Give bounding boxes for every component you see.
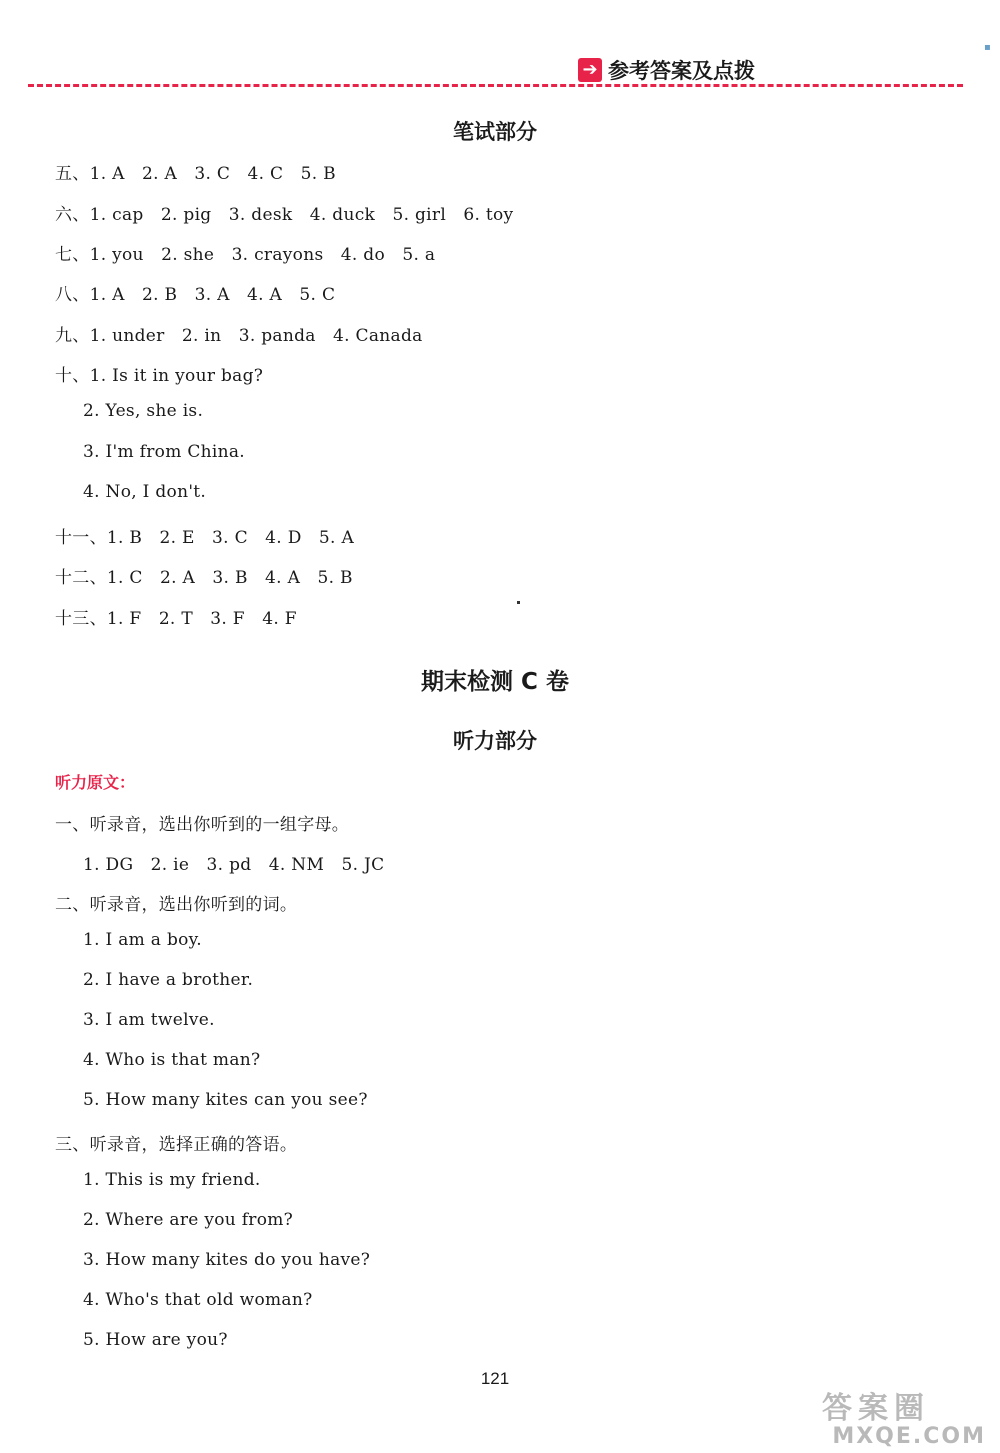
answer-line: 八、1. A 2. B 3. A 4. A 5. C xyxy=(55,285,336,305)
watermark-bottom: MXQE.COM xyxy=(832,1424,986,1449)
transcript-line: 5. How many kites can you see? xyxy=(83,1090,368,1110)
answer-line: 十三、1. F 2. T 3. F 4. F xyxy=(55,609,297,629)
transcript-line: 三、听录音，选择正确的答语。 xyxy=(55,1135,298,1155)
transcript-line: 一、听录音，选出你听到的一组字母。 xyxy=(55,815,350,835)
header-title: 参考答案及点拨 xyxy=(608,59,755,83)
transcript-line: 2. I have a brother. xyxy=(83,970,254,990)
written-section-title: 笔试部分 xyxy=(453,120,537,144)
transcript-line: 1. This is my friend. xyxy=(83,1170,261,1190)
watermark xyxy=(822,1392,992,1448)
answer-line: 十、1. Is it in your bag? xyxy=(55,366,264,386)
corner-mark: ▪ xyxy=(984,42,991,53)
transcript-line: 3. How many kites do you have? xyxy=(83,1250,371,1270)
transcript-line: 二、听录音，选出你听到的词。 xyxy=(55,895,298,915)
answer-line: 九、1. under 2. in 3. panda 4. Canada xyxy=(55,326,423,346)
answer-line: 十二、1. C 2. A 3. B 4. A 5. B xyxy=(55,568,353,588)
transcript-line: 1. I am a boy. xyxy=(83,930,203,950)
transcript-line: 3. I am twelve. xyxy=(83,1010,215,1030)
page-number: 121 xyxy=(480,1369,510,1388)
transcript-line: 4. Who is that man? xyxy=(83,1050,261,1070)
transcript-line: 2. Where are you from? xyxy=(83,1210,294,1230)
answer-line: 3. I'm from China. xyxy=(83,442,245,462)
answer-line: 五、1. A 2. A 3. C 4. C 5. B xyxy=(55,164,336,184)
test-c-title: 期末检测 C 卷 xyxy=(421,669,569,695)
transcript-line: 1. DG 2. ie 3. pd 4. NM 5. JC xyxy=(83,855,385,875)
answer-line: 4. No, I don't. xyxy=(83,482,207,502)
header-divider xyxy=(28,84,963,87)
right-arrow-icon: ➔ xyxy=(578,58,602,82)
answer-line: 六、1. cap 2. pig 3. desk 4. duck 5. girl 6. toy xyxy=(55,205,514,225)
listening-section-title: 听力部分 xyxy=(453,729,537,753)
transcript-line: 5. How are you? xyxy=(83,1330,228,1350)
transcript-label: 听力原文： xyxy=(55,773,136,792)
watermark-top: 答案圈 xyxy=(822,1391,930,1426)
header-label xyxy=(578,55,755,85)
answer-line: 2. Yes, she is. xyxy=(83,401,204,421)
transcript-line: 4. Who's that old woman? xyxy=(83,1290,313,1310)
answer-line: 七、1. you 2. she 3. crayons 4. do 5. a xyxy=(55,245,436,265)
stray-mark xyxy=(517,601,520,604)
answer-line: 十一、1. B 2. E 3. C 4. D 5. A xyxy=(55,528,355,548)
